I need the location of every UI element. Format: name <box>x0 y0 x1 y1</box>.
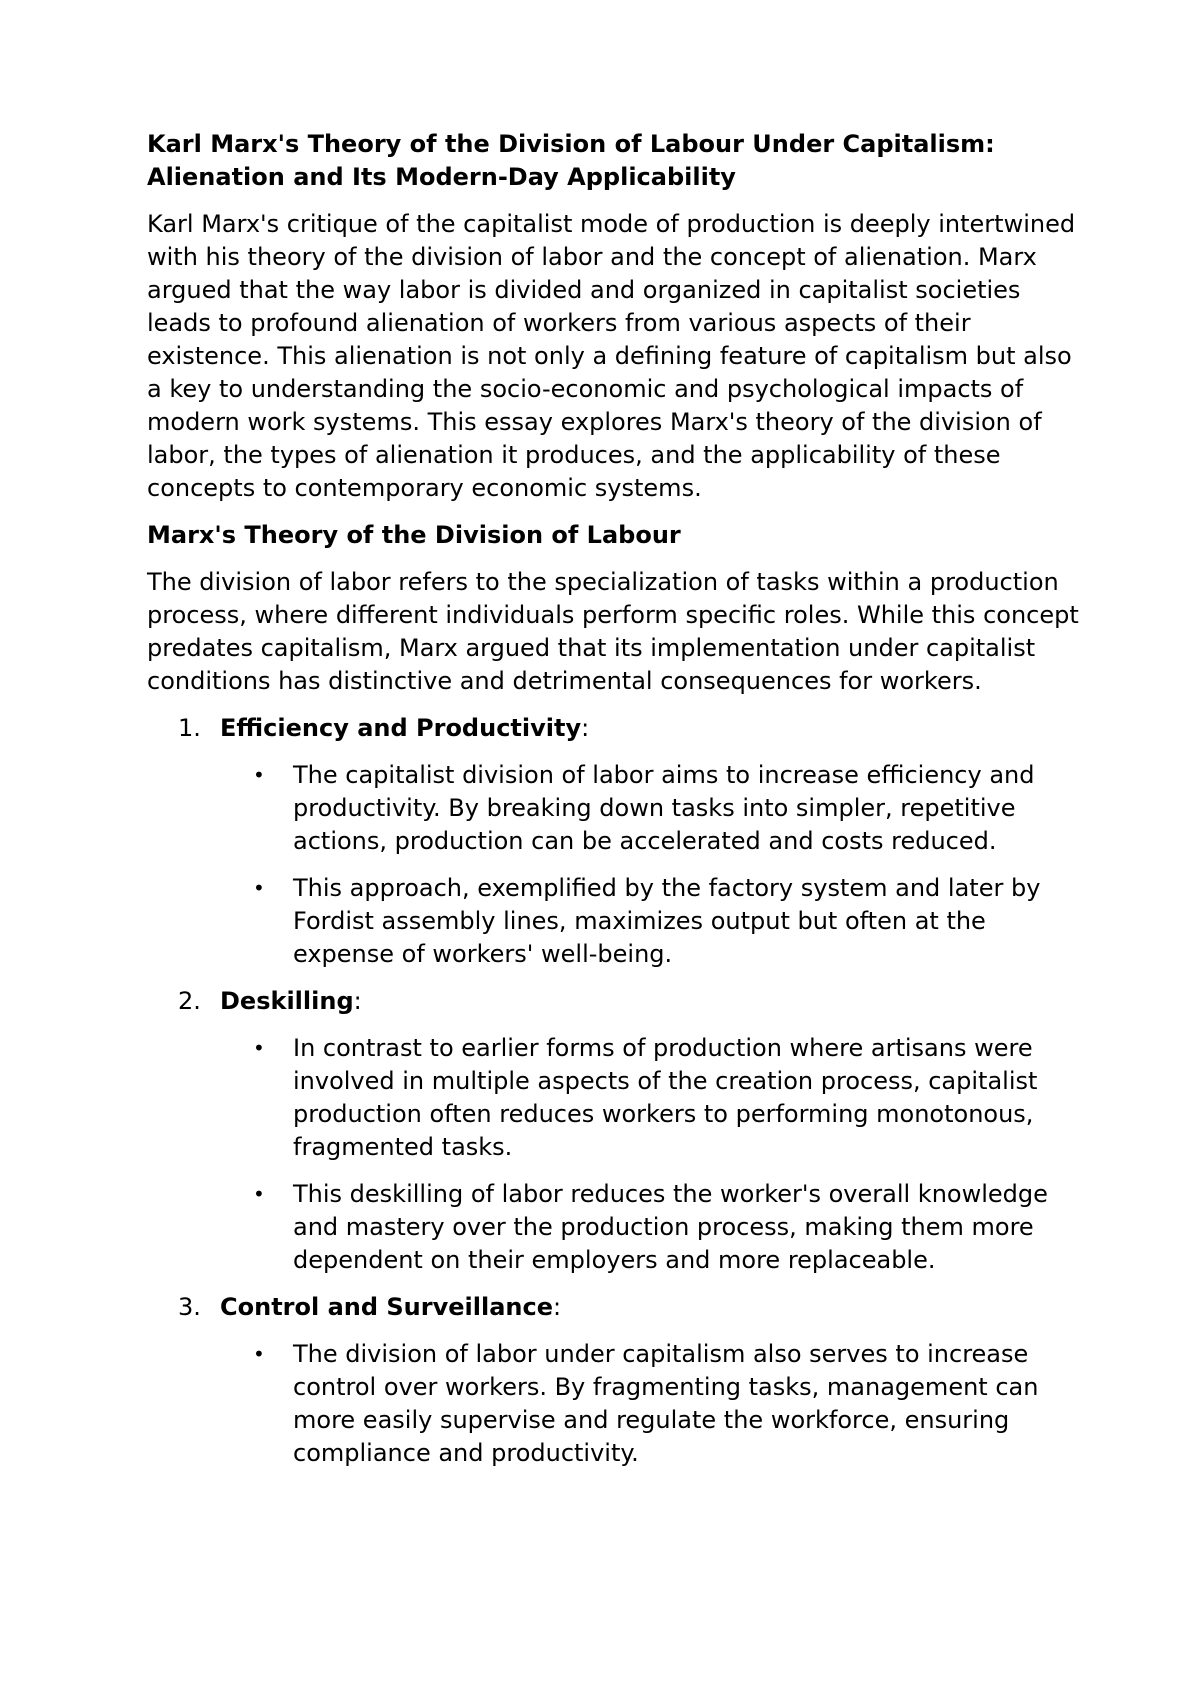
bullet-text: This deskilling of labor reduces the worker's overall knowledge and mastery over the production process, making them more dependent on their employers and more replaceable. <box>293 1180 1048 1274</box>
list-item-colon: : <box>552 1293 562 1321</box>
list-item-colon: : <box>581 714 590 742</box>
intro-paragraph: Karl Marx's critique of the capitalist mode of production is deeply intertwined with his theory of the division of labor and the concept of alienation. Marx argued that the way labor is divided and organized in capitalist societies leads to profound alienation of workers from various aspects of their existence. This alienation is not only a defining feature of capitalism but also a key to understanding the socio-economic and psychological impacts of modern work systems. This essay explores Marx's theory of the division of labor, the types of alienation it produces, and the applicability of these concepts to contemporary economic systems. <box>147 210 1076 502</box>
list-item-label: Deskilling <box>220 987 354 1015</box>
list-item-label: Efficiency and Productivity <box>220 714 582 742</box>
bullet-text: In contrast to earlier forms of production where artisans were involved in multiple aspects of the creation process, capitalist production often reduces workers to performing monotonous, fragmented tasks. <box>293 1034 1038 1161</box>
bullet-list <box>147 759 1080 971</box>
section-intro-paragraph: The division of labor refers to the specialization of tasks within a production process, where different individuals perform specific roles. While this concept predates capitalism, Marx argued that its implementation under capitalist conditions has distinctive and detrimental consequences for workers. <box>147 568 1079 695</box>
section-heading: Marx's Theory of the Division of Labour <box>147 521 681 549</box>
bullet-icon: • <box>253 1182 265 1206</box>
list-number: 1. <box>178 714 201 742</box>
bullet-text: The division of labor under capitalism also serves to increase control over workers. By fragmenting tasks, management can more easily supervise and regulate the workforce, ensuring compliance and productivity. <box>293 1340 1039 1467</box>
bullet-item <box>147 1032 1080 1164</box>
bullet-icon: • <box>253 1342 265 1366</box>
bullet-icon: • <box>253 876 265 900</box>
list-number: 3. <box>178 1293 201 1321</box>
numbered-list <box>147 712 1080 1470</box>
bullet-icon: • <box>253 763 265 787</box>
list-item-colon: : <box>353 987 362 1015</box>
bullet-icon: • <box>253 1036 265 1060</box>
bullet-list <box>147 1338 1080 1470</box>
list-number: 2. <box>178 987 201 1015</box>
list-item-efficiency <box>147 712 1080 971</box>
list-item-label: Control and Surveillance <box>220 1293 553 1321</box>
bullet-text: The capitalist division of labor aims to increase efficiency and productivity. By breaking down tasks into simpler, repetitive actions, production can be accelerated and costs reduced. <box>293 761 1035 855</box>
bullet-item <box>147 1338 1080 1470</box>
bullet-item <box>147 759 1080 858</box>
list-item-control <box>147 1291 1080 1470</box>
bullet-item <box>147 872 1080 971</box>
bullet-item <box>147 1178 1080 1277</box>
document-title: Karl Marx's Theory of the Division of Labour Under Capitalism: Alienation and Its Modern-Day Applicability <box>147 130 995 191</box>
bullet-list <box>147 1032 1080 1277</box>
list-item-deskilling <box>147 985 1080 1277</box>
bullet-text: This approach, exemplified by the factory system and later by Fordist assembly lines, maximizes output but often at the expense of workers' well-being. <box>293 874 1041 968</box>
